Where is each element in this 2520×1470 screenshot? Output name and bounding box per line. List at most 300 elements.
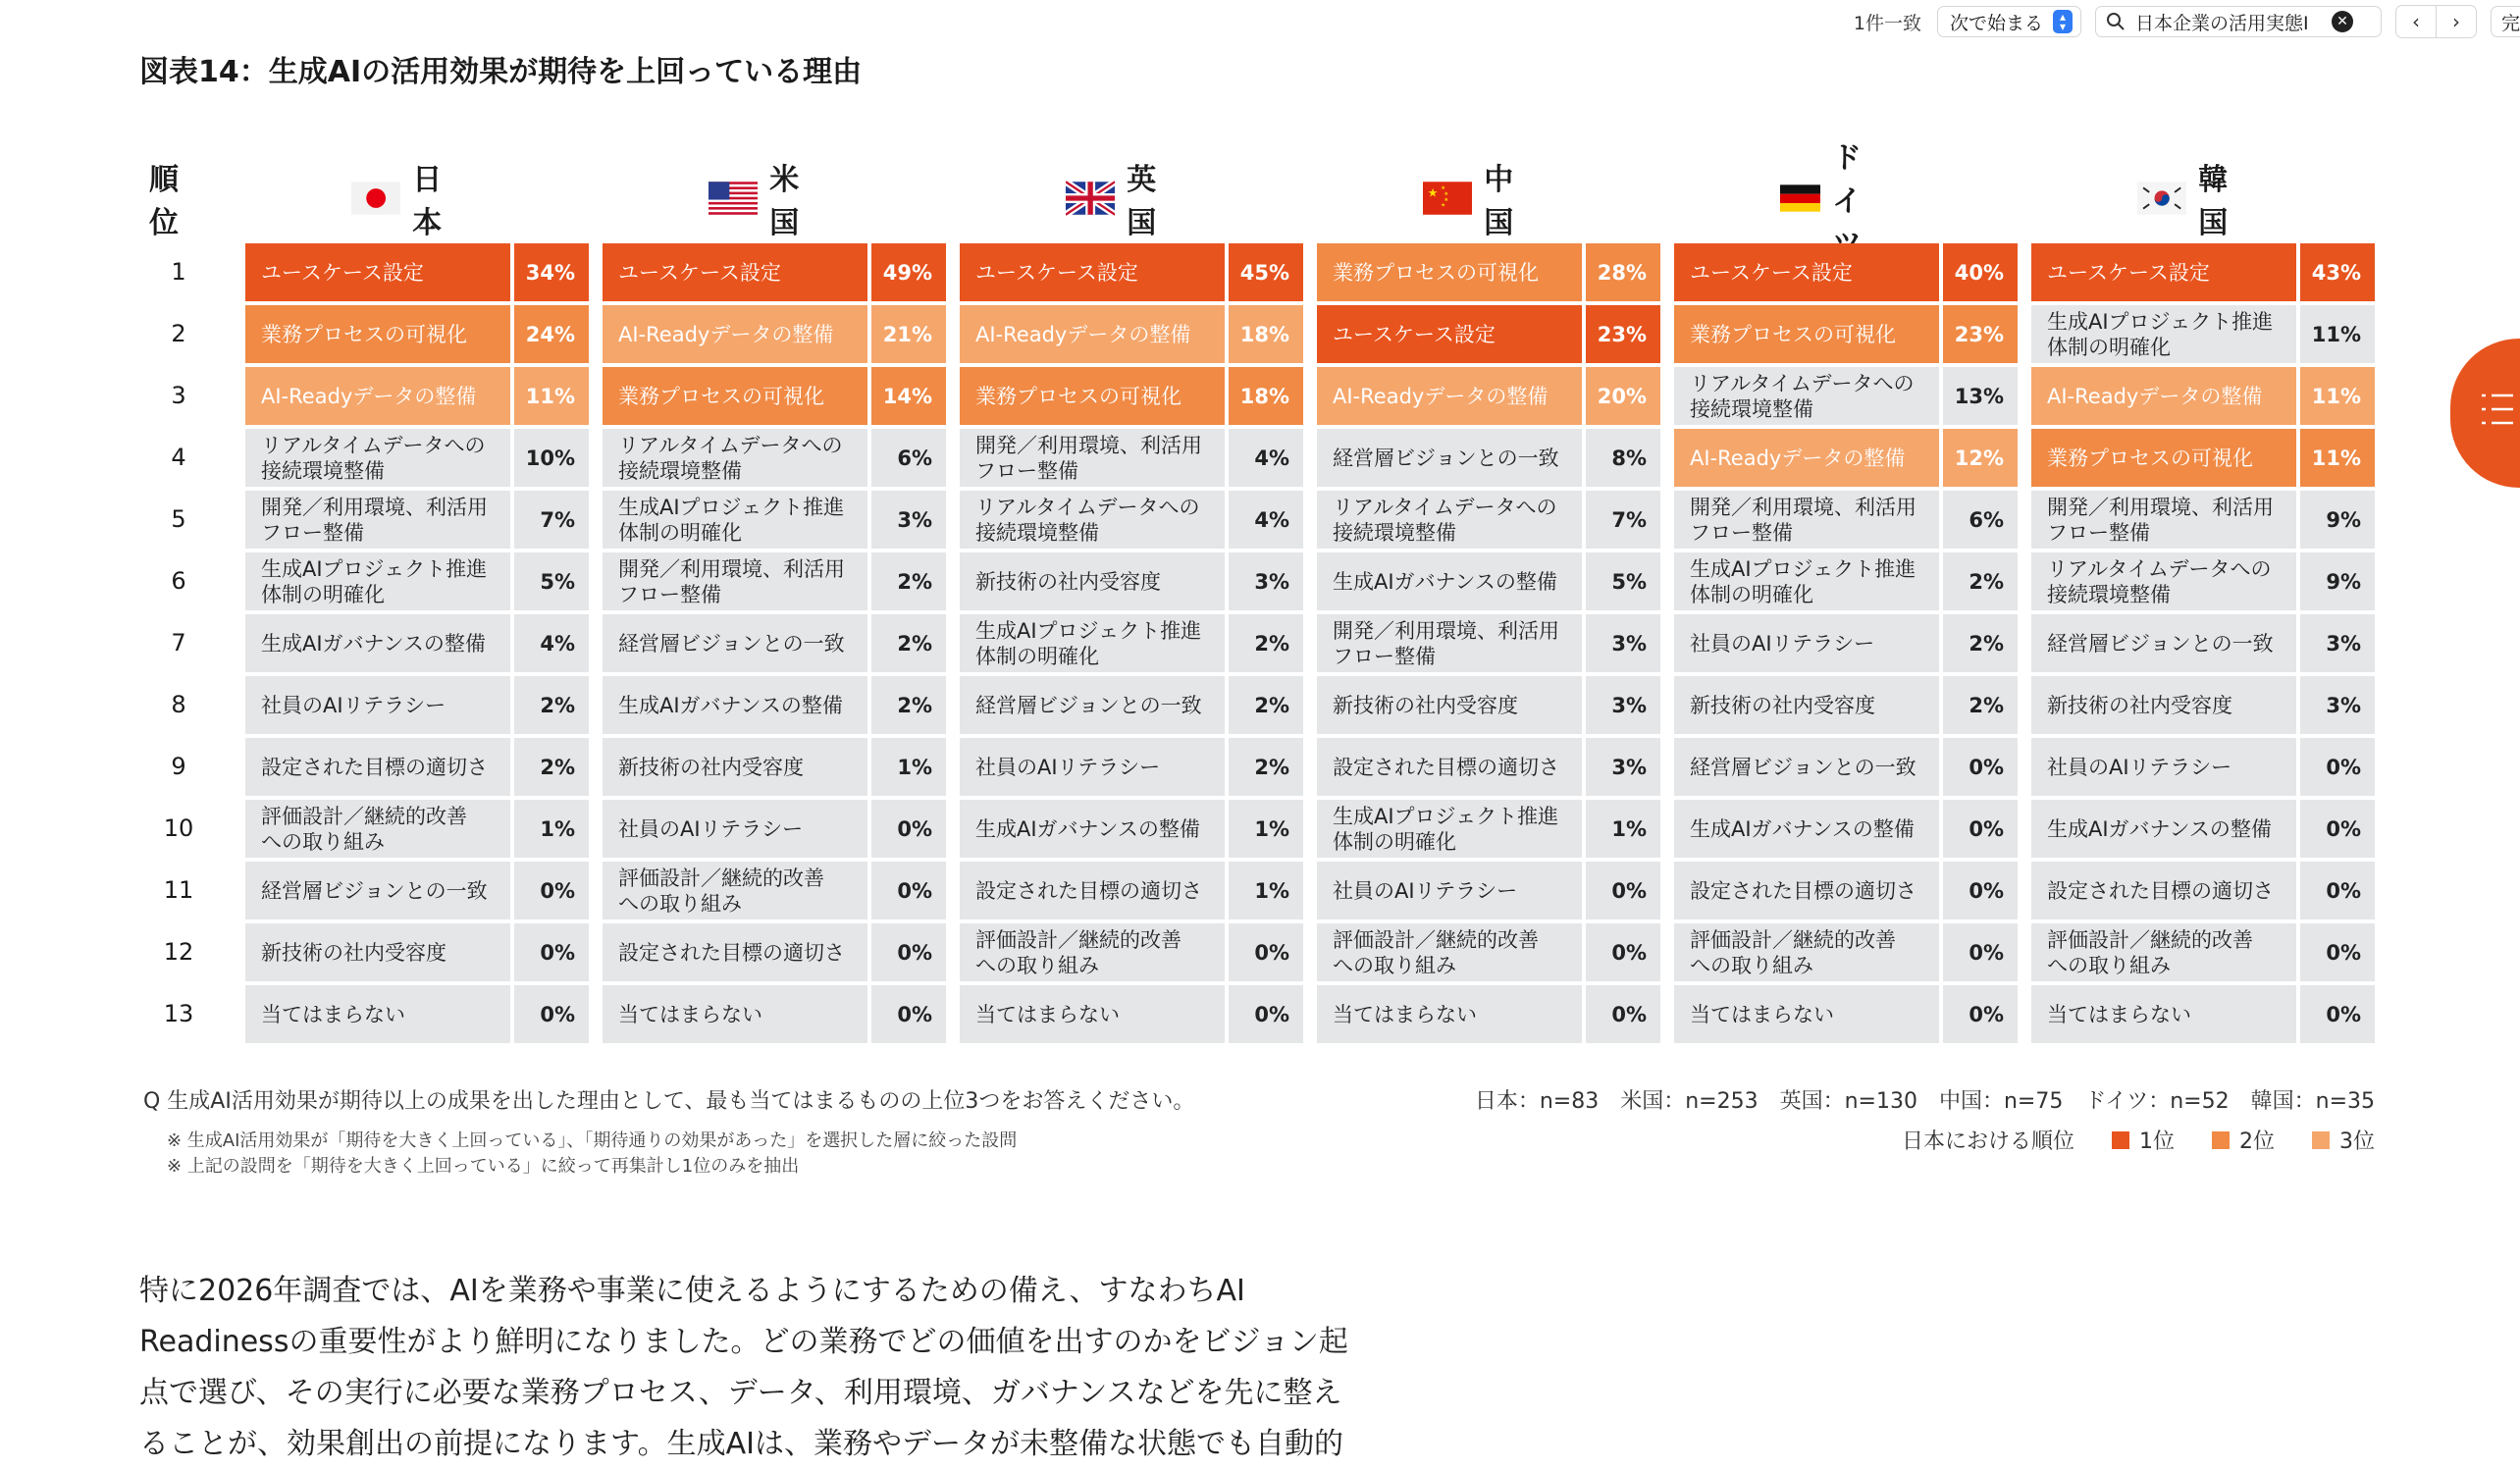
country-name: ドイ bbox=[1832, 141, 1863, 219]
table-row bbox=[245, 614, 589, 672]
china-flag-icon bbox=[1423, 177, 1472, 220]
table-row bbox=[603, 429, 946, 487]
reason-cell: 設定された目標の適切さ bbox=[245, 738, 510, 796]
percentage-cell: 9% bbox=[2300, 552, 2375, 610]
rank-number: 13 bbox=[163, 1000, 194, 1027]
percentage-cell: 2% bbox=[514, 738, 589, 796]
reason-cell: 新技術の社内受容度 bbox=[1674, 676, 1939, 734]
footnote: ※ 生成AI活用効果が「期待を大きく上回っている」、「期待通りの効果があった」を選択した層に絞った設問 bbox=[167, 1130, 1018, 1151]
table-row bbox=[2031, 862, 2375, 919]
percentage-cell: 1% bbox=[1229, 862, 1303, 919]
menu-list-icon bbox=[2480, 390, 2515, 429]
percentage-cell: 7% bbox=[1586, 491, 1660, 549]
country-header bbox=[709, 163, 814, 240]
rank-number: 5 bbox=[171, 505, 186, 533]
rank-number: 2 bbox=[171, 320, 186, 347]
reason-cell: 生成AIガバナンスの整備 bbox=[603, 676, 867, 734]
reason-cell: AI-Readyデータの整備 bbox=[2031, 367, 2296, 425]
reason-cell: ユースケース設定 bbox=[1317, 305, 1582, 363]
country-name: 英国 bbox=[1127, 163, 1157, 240]
percentage-cell: 0% bbox=[1586, 923, 1660, 981]
legend-swatch-rank1 bbox=[2112, 1131, 2129, 1149]
table-row bbox=[1317, 367, 1660, 425]
reason-cell: ユースケース設定 bbox=[1674, 243, 1939, 301]
percentage-cell: 2% bbox=[1229, 614, 1303, 672]
table-row bbox=[960, 552, 1303, 610]
percentage-cell: 49% bbox=[871, 243, 946, 301]
svg-text:★: ★ bbox=[1444, 190, 1449, 197]
reason-cell: 設定された目標の適切さ bbox=[2031, 862, 2296, 919]
percentage-cell: 11% bbox=[2300, 367, 2375, 425]
table-row bbox=[960, 429, 1303, 487]
rank-header: 順位 bbox=[149, 163, 179, 240]
country-name: 米国 bbox=[769, 163, 800, 240]
percentage-cell: 3% bbox=[1586, 676, 1660, 734]
table-row bbox=[245, 491, 589, 549]
table-row bbox=[245, 429, 589, 487]
rank-number: 9 bbox=[171, 753, 186, 780]
rank-number: 6 bbox=[171, 567, 186, 595]
table-row bbox=[245, 923, 589, 981]
table-row bbox=[603, 491, 946, 549]
reason-cell: 新技術の社内受容度 bbox=[2031, 676, 2296, 734]
clear-search-icon[interactable]: ✕ bbox=[2332, 11, 2353, 32]
table-row bbox=[245, 800, 589, 858]
table-row bbox=[960, 243, 1303, 301]
reason-cell: AI-Readyデータの整備 bbox=[1674, 429, 1939, 487]
reason-cell: 生成AIガバナンスの整備 bbox=[2031, 800, 2296, 858]
reason-cell: 業務プロセスの可視化 bbox=[960, 367, 1225, 425]
table-row bbox=[245, 862, 589, 919]
percentage-cell: 8% bbox=[1586, 429, 1660, 487]
table-row bbox=[1674, 985, 2018, 1043]
table-row bbox=[2031, 676, 2375, 734]
percentage-cell: 11% bbox=[2300, 305, 2375, 363]
reason-cell: 当てはまらない bbox=[1317, 985, 1582, 1043]
survey-question: Q 生成AI活用効果が期待以上の成果を出した理由として、最も当てはまるものの上位3つをお答えください。 bbox=[143, 1089, 1195, 1114]
rank-number: 3 bbox=[171, 382, 186, 409]
rank-number: 10 bbox=[163, 814, 194, 842]
table-row bbox=[2031, 305, 2375, 363]
percentage-cell: 1% bbox=[871, 738, 946, 796]
reason-cell: 生成AIガバナンスの整備 bbox=[245, 614, 510, 672]
percentage-cell: 2% bbox=[871, 552, 946, 610]
reason-cell: 開発／利用環境、利活用 フロー整備 bbox=[603, 552, 867, 610]
percentage-cell: 18% bbox=[1229, 305, 1303, 363]
percentage-cell: 0% bbox=[1943, 862, 2018, 919]
percentage-cell: 1% bbox=[1229, 800, 1303, 858]
reason-cell: 生成AIガバナンスの整備 bbox=[1317, 552, 1582, 610]
country-header bbox=[351, 163, 457, 240]
percentage-cell: 3% bbox=[1586, 614, 1660, 672]
footnote: ※ 上記の設問を「期待を大きく上回っている」に絞って再集計し1位のみを抽出 bbox=[167, 1156, 800, 1177]
table-row bbox=[1674, 305, 2018, 363]
reason-cell: 業務プロセスの可視化 bbox=[1674, 305, 1939, 363]
reason-cell: 当てはまらない bbox=[1674, 985, 1939, 1043]
percentage-cell: 40% bbox=[1943, 243, 2018, 301]
sample-size: 英国：n=130 bbox=[1779, 1089, 1917, 1114]
reason-cell: ユースケース設定 bbox=[603, 243, 867, 301]
reason-cell: リアルタイムデータへの 接続環境整備 bbox=[2031, 552, 2296, 610]
table-row bbox=[1674, 491, 2018, 549]
table-row bbox=[1674, 552, 2018, 610]
reason-cell: 評価設計／継続的改善 への取り組み bbox=[1674, 923, 1939, 981]
percentage-cell: 0% bbox=[1586, 985, 1660, 1043]
table-row bbox=[2031, 491, 2375, 549]
table-row bbox=[2031, 243, 2375, 301]
rank-number: 11 bbox=[163, 876, 194, 904]
percentage-cell: 45% bbox=[1229, 243, 1303, 301]
reason-cell: 評価設計／継続的改善 への取り組み bbox=[2031, 923, 2296, 981]
reason-cell: 業務プロセスの可視化 bbox=[245, 305, 510, 363]
percentage-cell: 0% bbox=[871, 923, 946, 981]
percentage-cell: 6% bbox=[1943, 491, 2018, 549]
table-row bbox=[1674, 923, 2018, 981]
table-row bbox=[245, 676, 589, 734]
legend-swatch-rank3 bbox=[2312, 1131, 2330, 1149]
country-name: 韓国 bbox=[2198, 163, 2229, 240]
percentage-cell: 3% bbox=[1586, 738, 1660, 796]
country-header bbox=[1780, 141, 1886, 222]
table-row bbox=[603, 552, 946, 610]
percentage-cell: 0% bbox=[1229, 985, 1303, 1043]
body-line: ることが、効果創出の前提になります。生成AIは、業務やデータが未整備な状態でも自動的 bbox=[139, 1427, 1343, 1461]
percentage-cell: 5% bbox=[514, 552, 589, 610]
rank-number: 8 bbox=[171, 691, 186, 718]
reason-cell: 当てはまらない bbox=[245, 985, 510, 1043]
percentage-cell: 0% bbox=[871, 985, 946, 1043]
table-row bbox=[960, 305, 1303, 363]
table-row bbox=[960, 800, 1303, 858]
percentage-cell: 1% bbox=[1586, 800, 1660, 858]
match-mode-select[interactable] bbox=[1937, 6, 2081, 37]
table-row bbox=[603, 367, 946, 425]
table-row bbox=[1317, 923, 1660, 981]
percentage-cell: 0% bbox=[1229, 923, 1303, 981]
table-row bbox=[1674, 429, 2018, 487]
reason-cell: 新技術の社内受容度 bbox=[960, 552, 1225, 610]
svg-text:★: ★ bbox=[1441, 184, 1446, 191]
done-button[interactable]: 完 bbox=[2491, 6, 2520, 37]
table-row bbox=[1317, 985, 1660, 1043]
reason-cell: 開発／利用環境、利活用 フロー整備 bbox=[245, 491, 510, 549]
reason-cell: リアルタイムデータへの 接続環境整備 bbox=[603, 429, 867, 487]
find-search-field[interactable] bbox=[2095, 6, 2382, 37]
reason-cell: 当てはまらない bbox=[960, 985, 1225, 1043]
country-name: 中国 bbox=[1484, 163, 1514, 240]
reason-cell: 経営層ビジョンとの一致 bbox=[1317, 429, 1582, 487]
table-row bbox=[245, 738, 589, 796]
usa-flag-icon bbox=[709, 177, 758, 220]
reason-cell: 開発／利用環境、利活用 フロー整備 bbox=[2031, 491, 2296, 549]
find-search-input[interactable] bbox=[2135, 11, 2322, 32]
percentage-cell: 9% bbox=[2300, 491, 2375, 549]
rank-number: 12 bbox=[163, 938, 194, 966]
percentage-cell: 12% bbox=[1943, 429, 2018, 487]
figure-title: 図表14：生成AIの活用効果が期待を上回っている理由 bbox=[139, 55, 863, 89]
table-row bbox=[1674, 614, 2018, 672]
table-row bbox=[1674, 862, 2018, 919]
table-row bbox=[1674, 367, 2018, 425]
table-row bbox=[1317, 738, 1660, 796]
table-row bbox=[960, 985, 1303, 1043]
side-menu-tab[interactable] bbox=[2450, 339, 2520, 488]
sample-size: 中国：n=75 bbox=[1938, 1089, 2064, 1114]
table-row bbox=[1317, 491, 1660, 549]
percentage-cell: 2% bbox=[1943, 614, 2018, 672]
table-row bbox=[245, 367, 589, 425]
percentage-cell: 10% bbox=[514, 429, 589, 487]
table-row bbox=[603, 676, 946, 734]
percentage-cell: 2% bbox=[1229, 738, 1303, 796]
footnotes bbox=[167, 1129, 1017, 1180]
percentage-cell: 3% bbox=[2300, 676, 2375, 734]
reason-cell: 生成AIプロジェクト推進 体制の明確化 bbox=[245, 552, 510, 610]
table-row bbox=[960, 367, 1303, 425]
reason-cell: 業務プロセスの可視化 bbox=[603, 367, 867, 425]
reason-cell: 評価設計／継続的改善 への取り組み bbox=[245, 800, 510, 858]
reason-cell: 業務プロセスの可視化 bbox=[2031, 429, 2296, 487]
percentage-cell: 13% bbox=[1943, 367, 2018, 425]
table-row bbox=[1317, 800, 1660, 858]
body-line: 点で選び、その実行に必要な業務プロセス、データ、利用環境、ガバナンスなどを先に整え bbox=[139, 1376, 1342, 1410]
percentage-cell: 4% bbox=[1229, 491, 1303, 549]
reason-cell: 経営層ビジョンとの一致 bbox=[1674, 738, 1939, 796]
reason-cell: 新技術の社内受容度 bbox=[603, 738, 867, 796]
table-row bbox=[960, 862, 1303, 919]
percentage-cell: 7% bbox=[514, 491, 589, 549]
table-row bbox=[603, 800, 946, 858]
reason-cell: 評価設計／継続的改善 への取り組み bbox=[960, 923, 1225, 981]
reason-cell: リアルタイムデータへの 接続環境整備 bbox=[1674, 367, 1939, 425]
table-row bbox=[603, 862, 946, 919]
reason-cell: 開発／利用環境、利活用 フロー整備 bbox=[1674, 491, 1939, 549]
reason-cell: 評価設計／継続的改善 への取り組み bbox=[603, 862, 867, 919]
reason-cell: 設定された目標の適切さ bbox=[960, 862, 1225, 919]
reason-cell: 評価設計／継続的改善 への取り組み bbox=[1317, 923, 1582, 981]
reason-cell: 新技術の社内受容度 bbox=[245, 923, 510, 981]
sample-size: ドイツ：n=52 bbox=[2084, 1089, 2230, 1114]
reason-cell: AI-Readyデータの整備 bbox=[960, 305, 1225, 363]
table-row bbox=[960, 676, 1303, 734]
reason-cell: 社員のAIリテラシー bbox=[2031, 738, 2296, 796]
table-row bbox=[960, 923, 1303, 981]
country-name: 日本 bbox=[412, 163, 443, 240]
table-row bbox=[2031, 923, 2375, 981]
table-row bbox=[245, 305, 589, 363]
japan-flag-icon bbox=[351, 177, 400, 220]
reason-cell: AI-Readyデータの整備 bbox=[1317, 367, 1582, 425]
percentage-cell: 0% bbox=[1943, 738, 2018, 796]
percentage-cell: 0% bbox=[1586, 862, 1660, 919]
table-row bbox=[2031, 367, 2375, 425]
percentage-cell: 11% bbox=[514, 367, 589, 425]
reason-cell: 社員のAIリテラシー bbox=[1317, 862, 1582, 919]
sample-sizes bbox=[1475, 1084, 2375, 1115]
rank-color-legend bbox=[1902, 1125, 2375, 1155]
reason-cell: 開発／利用環境、利活用 フロー整備 bbox=[960, 429, 1225, 487]
reason-cell: 当てはまらない bbox=[603, 985, 867, 1043]
reason-cell: AI-Readyデータの整備 bbox=[603, 305, 867, 363]
reason-cell: 新技術の社内受容度 bbox=[1317, 676, 1582, 734]
sample-size: 米国：n=253 bbox=[1620, 1089, 1759, 1114]
reason-cell: 経営層ビジョンとの一致 bbox=[603, 614, 867, 672]
percentage-cell: 0% bbox=[871, 800, 946, 858]
article-body bbox=[139, 1266, 1415, 1470]
reason-cell: 経営層ビジョンとの一致 bbox=[245, 862, 510, 919]
table-row bbox=[1317, 243, 1660, 301]
find-bar bbox=[1854, 0, 2520, 43]
rank-number: 7 bbox=[171, 629, 186, 656]
table-row bbox=[2031, 614, 2375, 672]
table-row bbox=[2031, 985, 2375, 1043]
sample-size: 日本：n=83 bbox=[1474, 1089, 1600, 1114]
percentage-cell: 0% bbox=[2300, 985, 2375, 1043]
percentage-cell: 20% bbox=[1586, 367, 1660, 425]
previous-match-button[interactable]: ‹ bbox=[2412, 10, 2420, 33]
percentage-cell: 2% bbox=[514, 676, 589, 734]
rank-number: 4 bbox=[171, 444, 186, 471]
percentage-cell: 4% bbox=[514, 614, 589, 672]
percentage-cell: 6% bbox=[871, 429, 946, 487]
percentage-cell: 23% bbox=[1943, 305, 2018, 363]
country-header bbox=[2137, 163, 2243, 240]
reason-cell: リアルタイムデータへの 接続環境整備 bbox=[960, 491, 1225, 549]
percentage-cell: 2% bbox=[871, 676, 946, 734]
reason-cell: AI-Readyデータの整備 bbox=[245, 367, 510, 425]
find-navigation bbox=[2395, 5, 2477, 38]
legend-label: 1位 bbox=[2139, 1129, 2175, 1154]
table-row bbox=[603, 305, 946, 363]
reason-cell: 当てはまらない bbox=[2031, 985, 2296, 1043]
svg-text:★: ★ bbox=[1444, 197, 1449, 204]
percentage-cell: 1% bbox=[514, 800, 589, 858]
percentage-cell: 18% bbox=[1229, 367, 1303, 425]
legend-swatch-rank2 bbox=[2212, 1131, 2230, 1149]
percentage-cell: 0% bbox=[514, 862, 589, 919]
table-row bbox=[1674, 800, 2018, 858]
reason-cell: 設定された目標の適切さ bbox=[603, 923, 867, 981]
reason-cell: 生成AIプロジェクト推進 体制の明確化 bbox=[2031, 305, 2296, 363]
percentage-cell: 43% bbox=[2300, 243, 2375, 301]
table-row bbox=[245, 985, 589, 1043]
table-row bbox=[2031, 800, 2375, 858]
reason-cell: 業務プロセスの可視化 bbox=[1317, 243, 1582, 301]
country-header bbox=[1423, 163, 1529, 240]
percentage-cell: 0% bbox=[514, 985, 589, 1043]
reason-cell: 経営層ビジョンとの一致 bbox=[960, 676, 1225, 734]
percentage-cell: 2% bbox=[871, 614, 946, 672]
uk-flag-icon bbox=[1066, 177, 1115, 220]
match-mode-label: 次で始まる bbox=[1949, 12, 2043, 34]
reason-cell: 生成AIガバナンスの整備 bbox=[960, 800, 1225, 858]
table-row bbox=[1317, 676, 1660, 734]
table-row bbox=[603, 923, 946, 981]
percentage-cell: 0% bbox=[514, 923, 589, 981]
table-row bbox=[2031, 429, 2375, 487]
table-row bbox=[1317, 552, 1660, 610]
reason-cell: 設定された目標の適切さ bbox=[1674, 862, 1939, 919]
sample-size: 韓国：n=35 bbox=[2250, 1089, 2375, 1114]
table-row bbox=[1674, 243, 2018, 301]
percentage-cell: 21% bbox=[871, 305, 946, 363]
legend-label: 2位 bbox=[2239, 1129, 2275, 1154]
svg-text:★: ★ bbox=[1441, 202, 1446, 209]
table-row bbox=[1674, 738, 2018, 796]
table-row bbox=[603, 243, 946, 301]
svg-text:★: ★ bbox=[1427, 185, 1439, 200]
body-line: Readinessの重要性がより鮮明になりました。どの業務でどの価値を出すのかをビジョン起 bbox=[139, 1325, 1348, 1359]
percentage-cell: 14% bbox=[871, 367, 946, 425]
percentage-cell: 2% bbox=[1943, 552, 2018, 610]
table-row bbox=[603, 738, 946, 796]
table-row bbox=[960, 738, 1303, 796]
up-down-chevron-icon: ▴ ▾ bbox=[2053, 10, 2073, 33]
legend-label: 3位 bbox=[2339, 1129, 2375, 1154]
rank-number: 1 bbox=[171, 258, 186, 286]
percentage-cell: 5% bbox=[1586, 552, 1660, 610]
reason-cell: 生成AIプロジェクト推進 体制の明確化 bbox=[603, 491, 867, 549]
percentage-cell: 3% bbox=[2300, 614, 2375, 672]
table-row bbox=[245, 552, 589, 610]
table-row bbox=[1317, 862, 1660, 919]
reason-cell: 社員のAIリテラシー bbox=[603, 800, 867, 858]
search-icon bbox=[2106, 12, 2126, 31]
percentage-cell: 0% bbox=[1943, 985, 2018, 1043]
table-row bbox=[1674, 676, 2018, 734]
match-count: 1件一致 bbox=[1853, 12, 1921, 34]
percentage-cell: 0% bbox=[2300, 923, 2375, 981]
percentage-cell: 24% bbox=[514, 305, 589, 363]
percentage-cell: 11% bbox=[2300, 429, 2375, 487]
reason-cell: 経営層ビジョンとの一致 bbox=[2031, 614, 2296, 672]
reason-cell: 設定された目標の適切さ bbox=[1317, 738, 1582, 796]
percentage-cell: 0% bbox=[2300, 862, 2375, 919]
table-row bbox=[603, 614, 946, 672]
next-match-button[interactable]: › bbox=[2436, 6, 2476, 37]
reason-cell: 生成AIプロジェクト推進 体制の明確化 bbox=[1674, 552, 1939, 610]
reason-cell: ユースケース設定 bbox=[960, 243, 1225, 301]
table-row bbox=[1317, 429, 1660, 487]
percentage-cell: 3% bbox=[871, 491, 946, 549]
reason-cell: 生成AIガバナンスの整備 bbox=[1674, 800, 1939, 858]
percentage-cell: 4% bbox=[1229, 429, 1303, 487]
reason-cell: ユースケース設定 bbox=[2031, 243, 2296, 301]
percentage-cell: 2% bbox=[1943, 676, 2018, 734]
table-row bbox=[2031, 552, 2375, 610]
percentage-cell: 0% bbox=[2300, 800, 2375, 858]
table-row bbox=[245, 243, 589, 301]
percentage-cell: 0% bbox=[1943, 923, 2018, 981]
reason-cell: 開発／利用環境、利活用 フロー整備 bbox=[1317, 614, 1582, 672]
percentage-cell: 28% bbox=[1586, 243, 1660, 301]
table-row bbox=[1317, 614, 1660, 672]
table-row bbox=[960, 614, 1303, 672]
percentage-cell: 0% bbox=[1943, 800, 2018, 858]
percentage-cell: 2% bbox=[1229, 676, 1303, 734]
percentage-cell: 23% bbox=[1586, 305, 1660, 363]
reason-cell: リアルタイムデータへの 接続環境整備 bbox=[245, 429, 510, 487]
reason-cell: リアルタイムデータへの 接続環境整備 bbox=[1317, 491, 1582, 549]
reason-cell: 生成AIプロジェクト推進 体制の明確化 bbox=[960, 614, 1225, 672]
body-line: 特に2026年調査では、AIを業務や事業に使えるようにするための備え、すなわちAI bbox=[139, 1274, 1245, 1308]
reason-cell: ユースケース設定 bbox=[245, 243, 510, 301]
percentage-cell: 34% bbox=[514, 243, 589, 301]
percentage-cell: 0% bbox=[2300, 738, 2375, 796]
reason-cell: 生成AIプロジェクト推進 体制の明確化 bbox=[1317, 800, 1582, 858]
korea-flag-icon bbox=[2137, 177, 2186, 220]
percentage-cell: 3% bbox=[1229, 552, 1303, 610]
